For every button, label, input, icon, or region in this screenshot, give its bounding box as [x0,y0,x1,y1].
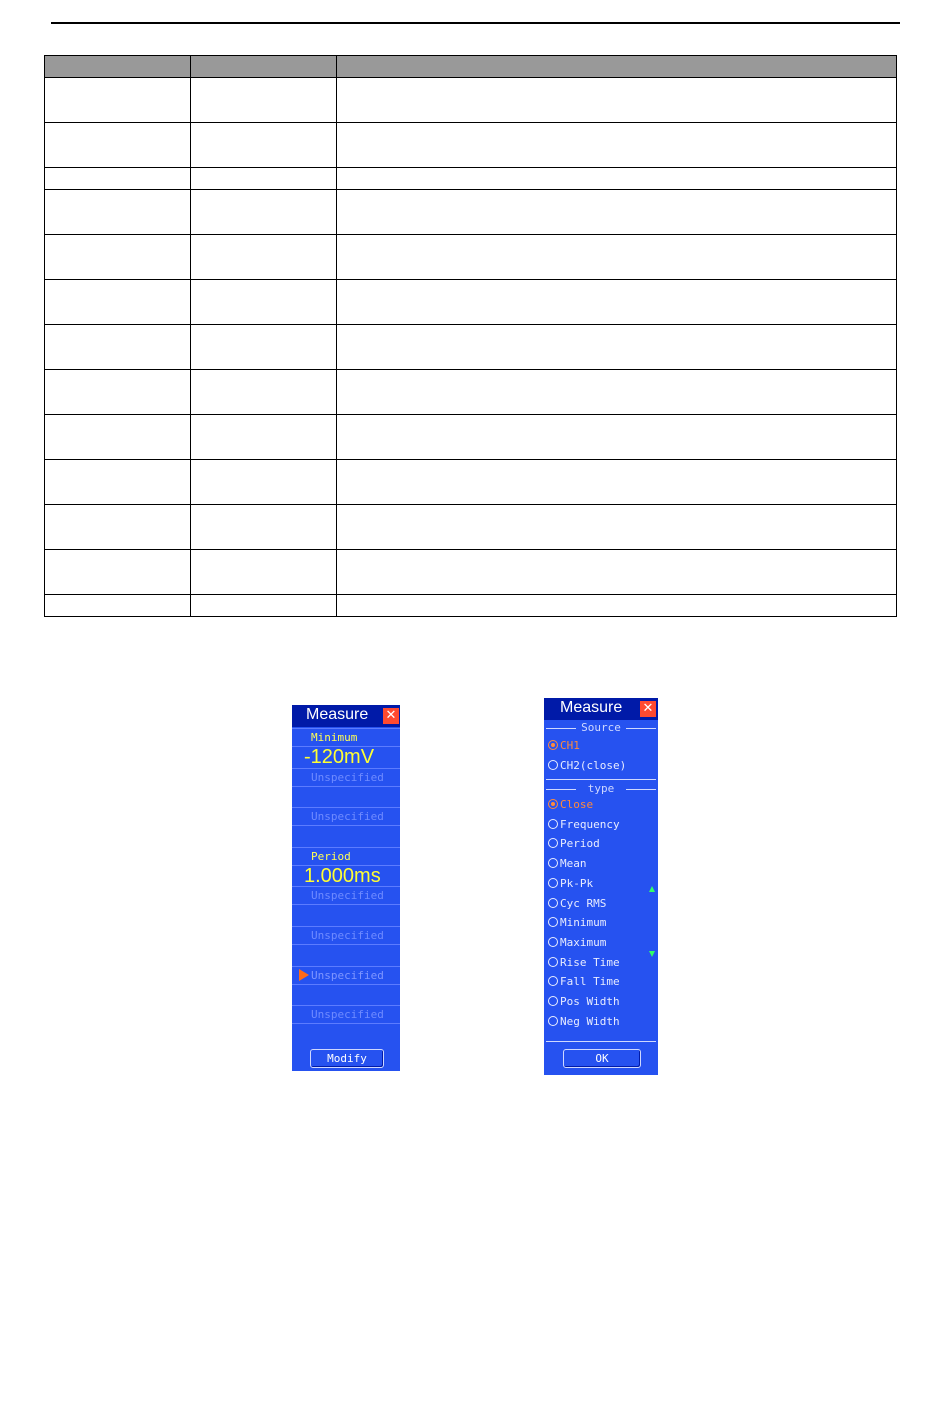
radio-option[interactable] [548,737,580,755]
table-cell [191,280,337,325]
measure-slot-value [292,786,400,806]
radio-icon [548,740,558,750]
divider [546,1041,656,1042]
table-header-cell [337,56,897,78]
radio-label: Rise Time [560,955,620,969]
table-cell [337,595,897,617]
radio-option[interactable] [548,855,587,873]
table-header-cell [191,56,337,78]
table-cell [45,280,191,325]
table-row [45,190,897,235]
table-row [45,325,897,370]
radio-label: Neg Width [560,1014,620,1028]
radio-label: CH2(close) [560,758,627,772]
table-cell [337,190,897,235]
radio-label: Fall Time [560,975,620,989]
table-cell [45,168,191,190]
table-row [45,505,897,550]
table-cell [191,190,337,235]
table-row [45,415,897,460]
measure-slot-label[interactable]: Unspecified [292,807,400,825]
radio-option[interactable] [548,914,606,932]
table-cell [337,550,897,595]
table-row [45,460,897,505]
table-row [45,235,897,280]
table-cell [45,370,191,415]
radio-option[interactable] [548,835,600,853]
table-cell [191,550,337,595]
radio-icon [548,917,558,927]
scroll-up-icon[interactable] [649,886,655,892]
measure-slot-value [292,944,400,964]
measure-slot-value [292,984,400,1004]
close-icon[interactable]: ✕ [383,708,399,724]
table-row [45,280,897,325]
table-body [45,78,897,617]
measure-slot-label[interactable]: Period [292,847,400,865]
radio-label: Maximum [560,935,607,949]
ok-button[interactable]: OK [563,1049,641,1068]
table-row [45,595,897,617]
spec-table [44,55,897,617]
table-cell [337,370,897,415]
radio-option[interactable] [548,993,620,1011]
modify-button[interactable]: Modify [310,1049,384,1068]
table-header-row [45,56,897,78]
type-heading: type [544,782,658,796]
measure-select-panel [544,698,658,1075]
measure-title: Measure [306,706,369,723]
table-cell [191,325,337,370]
table-row [45,168,897,190]
table-cell [45,550,191,595]
table-cell [191,123,337,168]
radio-option[interactable] [548,757,626,775]
table-row [45,370,897,415]
select-title-bar [544,698,658,720]
radio-label: Mean [560,857,587,871]
radio-option[interactable] [548,954,620,972]
radio-icon [548,819,558,829]
table-row [45,78,897,123]
table-cell [337,123,897,168]
table-cell [191,505,337,550]
table-cell [191,235,337,280]
table-cell [45,123,191,168]
table-header-cell [45,56,191,78]
table-cell [191,78,337,123]
radio-icon [548,878,558,888]
table-cell [337,168,897,190]
table-cell [337,415,897,460]
header-rule [51,22,900,24]
table-cell [45,325,191,370]
table-row [45,123,897,168]
divider [546,779,656,780]
table-cell [337,460,897,505]
measure-slot-label[interactable]: Unspecified [292,966,400,984]
measure-slot-value [292,1023,400,1043]
table-cell [45,505,191,550]
table-row [45,550,897,595]
measure-slot-label[interactable]: Unspecified [292,886,400,904]
radio-option[interactable] [548,796,593,814]
scroll-down-icon[interactable] [649,951,655,957]
table-cell [337,235,897,280]
table-cell [191,415,337,460]
radio-icon [548,838,558,848]
table-cell [45,78,191,123]
radio-icon [548,957,558,967]
select-title: Measure [560,699,623,716]
radio-label: Pk-Pk [560,876,594,890]
table-cell [191,370,337,415]
table-cell [45,235,191,280]
radio-icon [548,996,558,1006]
radio-label: Frequency [560,817,620,831]
radio-option[interactable] [548,1013,620,1031]
radio-icon [548,898,558,908]
table-cell [45,595,191,617]
measure-slot-label[interactable]: Minimum [292,728,400,746]
table-cell [337,280,897,325]
table-cell [45,415,191,460]
radio-icon [548,1016,558,1026]
radio-label: Cyc RMS [560,896,607,910]
measure-title-bar [292,705,400,727]
radio-icon [548,858,558,868]
radio-label: Period [560,837,600,851]
radio-icon [548,799,558,809]
measure-display-panel [292,705,400,1071]
radio-option[interactable] [548,895,606,913]
radio-icon [548,976,558,986]
radio-option[interactable] [548,816,620,834]
table-cell [191,595,337,617]
radio-option[interactable] [548,934,606,952]
radio-label: Pos Width [560,995,620,1008]
source-heading: Source [544,721,658,735]
radio-option[interactable] [548,973,620,991]
radio-icon [548,937,558,947]
table-cell [337,78,897,123]
close-icon[interactable]: ✕ [640,701,656,717]
table-cell [191,460,337,505]
radio-option[interactable] [548,875,593,893]
measure-slot-value [292,904,400,924]
radio-icon [548,760,558,770]
table-cell [191,168,337,190]
table-cell [337,505,897,550]
measure-slot-label[interactable]: Unspecified [292,768,400,786]
table-cell [45,460,191,505]
selection-arrow-icon [299,969,309,981]
measure-slot-value: -120mV [292,746,400,766]
measure-slot-label[interactable]: Unspecified [292,926,400,944]
measure-slot-label[interactable]: Unspecified [292,1005,400,1023]
table-cell [337,325,897,370]
radio-label: Minimum [560,916,607,930]
radio-label: Close [560,798,594,811]
measure-slot-value [292,825,400,845]
table-cell [45,190,191,235]
radio-label: CH1 [560,739,580,752]
measure-slot-value: 1.000ms [292,865,400,885]
